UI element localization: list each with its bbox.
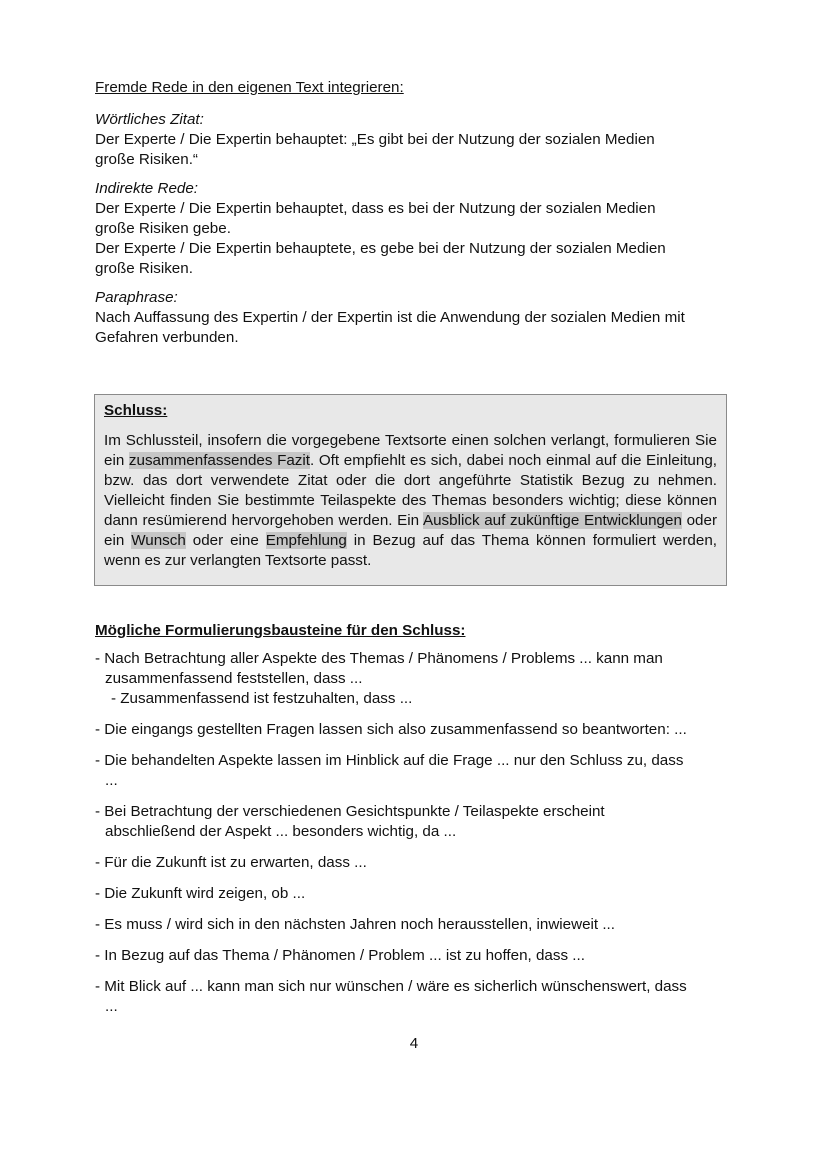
- list-item-line: - Es muss / wird sich in den nächsten Jahren noch herausstellen, inwieweit ...: [95, 916, 616, 933]
- list-item: [95, 946, 735, 966]
- list-item: [95, 915, 735, 935]
- list-item-line: - Die Zukunft wird zeigen, ob ...: [95, 885, 306, 902]
- list-item-line: abschließend der Aspekt ... besonders wichtig, da ...: [105, 823, 457, 840]
- paraphrase-label: Paraphrase:: [95, 289, 178, 306]
- paraphrase-line: Gefahren verbunden.: [95, 329, 239, 346]
- indirekt-line: große Risiken.: [95, 260, 193, 277]
- intro-section: [95, 78, 725, 348]
- list-item-subline: - Zusammenfassend ist festzuhalten, dass ...: [111, 690, 413, 707]
- woertlich-line: Der Experte / Die Expertin behauptet: „Es gibt bei der Nutzung der sozialen Medien: [95, 131, 655, 148]
- list-item-line: - Nach Betrachtung aller Aspekte des Themas / Phänomens / Problems ... kann man: [95, 650, 663, 667]
- intro-heading: Fremde Rede in den eigenen Text integrieren:: [95, 79, 404, 96]
- schluss-text: [104, 431, 717, 571]
- list-item: [95, 884, 735, 904]
- indirekt-line: Der Experte / Die Expertin behauptet, dass es bei der Nutzung der sozialen Medien: [95, 200, 656, 217]
- list-item-line: - Für die Zukunft ist zu erwarten, dass ...: [95, 854, 367, 871]
- highlight-ausblick: Ausblick auf zukünftige Entwicklungen: [422, 512, 682, 529]
- schluss-text-part: in Bezug auf das Thema können formuliert werden, wenn es zur verlangten Textsorte passt.: [104, 532, 717, 569]
- list-item-line: - In Bezug auf das Thema / Phänomen / Problem ... ist zu hoffen, dass ...: [95, 947, 585, 964]
- list-item: [95, 802, 735, 842]
- list-item-line: - Die behandelten Aspekte lassen im Hinblick auf die Frage ... nur den Schluss zu, dass: [95, 752, 684, 769]
- bausteine-title: Mögliche Formulierungsbausteine für den Schluss:: [95, 622, 466, 639]
- schluss-title: Schluss:: [104, 402, 168, 419]
- indirekt-block: [95, 179, 725, 279]
- indirekt-label: Indirekte Rede:: [95, 180, 198, 197]
- highlight-wunsch: Wunsch: [131, 532, 186, 549]
- indirekt-line: Der Experte / Die Expertin behauptete, es gebe bei der Nutzung der sozialen Medien: [95, 240, 666, 257]
- schluss-text-part: oder ein: [104, 512, 717, 549]
- paraphrase-line: Nach Auffassung des Expertin / der Expertin ist die Anwendung der sozialen Medien mit: [95, 309, 685, 326]
- list-item-line: ...: [105, 998, 118, 1015]
- schluss-text-part: Im Schlussteil, insofern die vorgegebene Textsorte einen solchen verlangt, formulieren Sie ein: [104, 432, 717, 469]
- list-item-line: - Mit Blick auf ... kann man sich nur wünschen / wäre es sicherlich wünschenswert, dass: [95, 978, 687, 995]
- list-item-line: ...: [105, 772, 118, 789]
- schluss-text-part: . Oft empfiehlt es sich, dabei noch einmal auf die Einleitung, bzw. das dort verwendete Zitat oder die dort angeführte Statistik Bezug zu nehmen. Vielleicht finden Sie bestimmte Teilaspekte des Themas besonders wichtig; diese können dann resümierend hervorgehoben werden. Ein: [104, 452, 717, 529]
- list-item-line: - Bei Betrachtung der verschiedenen Gesichtspunkte / Teilaspekte erscheint: [95, 803, 605, 820]
- paraphrase-block: [95, 288, 725, 348]
- bausteine-list: [95, 649, 735, 1028]
- indirekt-line: große Risiken gebe.: [95, 220, 231, 237]
- list-item-line: zusammenfassend feststellen, dass ...: [105, 670, 363, 687]
- list-item: [95, 977, 735, 1017]
- highlight-empfehlung: Empfehlung: [265, 532, 347, 549]
- woertlich-line: große Risiken.“: [95, 151, 198, 168]
- list-item: [95, 853, 735, 873]
- woertlich-label: Wörtliches Zitat:: [95, 111, 204, 128]
- list-item: [95, 720, 735, 740]
- list-item-line: - Die eingangs gestellten Fragen lassen sich also zusammenfassend so beantworten: ...: [95, 721, 687, 738]
- schluss-box: [94, 394, 727, 586]
- list-item: [95, 649, 735, 709]
- woertlich-block: [95, 110, 725, 170]
- highlight-fazit: zusammenfassendes Fazit: [128, 452, 310, 469]
- list-item: [95, 751, 735, 791]
- page-number: 4: [409, 1035, 419, 1052]
- schluss-text-part: oder eine: [185, 532, 266, 549]
